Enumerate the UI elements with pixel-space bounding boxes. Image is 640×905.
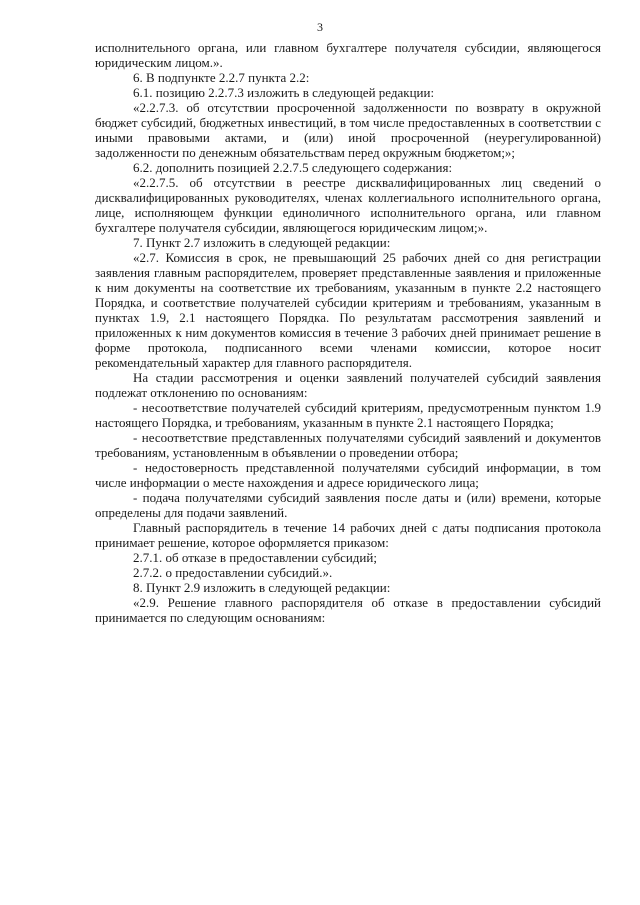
- paragraph-item-8: 8. Пункт 2.9 изложить в следующей редакции:: [133, 580, 391, 595]
- list-item-rejection-1: - несоответствие получателей субсидий критериям, предусмотренным пунктом 1.9 настоящего Порядка, и требованиям, указанным в пункте 2.1 настоящего Порядка;: [95, 400, 601, 430]
- paragraph-quote-2-7: «2.7. Комиссия в срок, не превышающий 25 рабочих дней со дня регистрации заявления главным распорядителем, проверяет представленные заявления и приложенные к ним документы на соответствие их требованиям, указанным в пункте 2.2 настоящего Порядка, и соответствие получателей субсидии критериям и требованиям, указанным в пунктах 1.9, 2.1 настоящего Порядка. По результатам рассмотрения заявлений и приложенных к ним документов комиссия в течение 3 рабочих дней принимает решение в форме протокола, подписанного всеми членами комиссии, которое носит рекомендательный характер для главного распорядителя.: [95, 250, 601, 370]
- paragraph-quote-2-2-7-3: «2.2.7.3. об отсутствии просроченной задолженности по возврату в окружной бюджет субсидий, бюджетных инвестиций, в том числе предоставленных в соответствии с иными правовыми актами, и (или) иной просроченной (неурегулированной) задолженности по денежным обязательствам перед окружным бюджетом;»;: [95, 100, 601, 160]
- paragraph-item-6-1: 6.1. позицию 2.2.7.3 изложить в следующей редакции:: [133, 85, 435, 100]
- paragraph-continuation: исполнительного органа, или главном бухгалтере получателя субсидии, являющегося юридическим лицом.».: [95, 40, 601, 70]
- document-body: [95, 40, 601, 625]
- list-item-rejection-2: - несоответствие представленных получателями субсидий заявлений и документов требованиям, установленным в объявлении о проведении отбора;: [95, 430, 601, 460]
- paragraph-quote-2-2-7-5: «2.2.7.5. об отсутствии в реестре дисквалифицированных лиц сведений о дисквалифицированных руководителях, членах коллегиального исполнительного органа, лице, исполняющем функции единоличного исполнительного органа, или главном бухгалтере получателя субсидии, являющегося юридическим лицом;».: [95, 175, 601, 235]
- paragraph-item-6: 6. В подпункте 2.2.7 пункта 2.2:: [133, 70, 310, 85]
- page-number: 3: [317, 20, 323, 34]
- paragraph-decision: Главный распорядитель в течение 14 рабочих дней с даты подписания протокола принимает решение, которое оформляется приказом:: [95, 520, 601, 550]
- paragraph-item-7: 7. Пункт 2.7 изложить в следующей редакции:: [133, 235, 391, 250]
- list-item-rejection-4: - подача получателями субсидий заявления после даты и (или) времени, которые определены для подачи заявлений.: [95, 490, 601, 520]
- paragraph-item-6-2: 6.2. дополнить позицией 2.2.7.5 следующего содержания:: [133, 160, 453, 175]
- paragraph-rejection-intro: На стадии рассмотрения и оценки заявлений получателей субсидий заявления подлежат отклонению по основаниям:: [95, 370, 601, 400]
- paragraph-2-7-2: 2.7.2. о предоставлении субсидий.».: [133, 565, 333, 580]
- paragraph-quote-2-9: «2.9. Решение главного распорядителя об отказе в предоставлении субсидий принимается по следующим основаниям:: [95, 595, 601, 625]
- paragraph-2-7-1: 2.7.1. об отказе в предоставлении субсидий;: [133, 550, 377, 565]
- list-item-rejection-3: - недостоверность представленной получателями субсидий информации, в том числе информации о месте нахождения и адресе юридического лица;: [95, 460, 601, 490]
